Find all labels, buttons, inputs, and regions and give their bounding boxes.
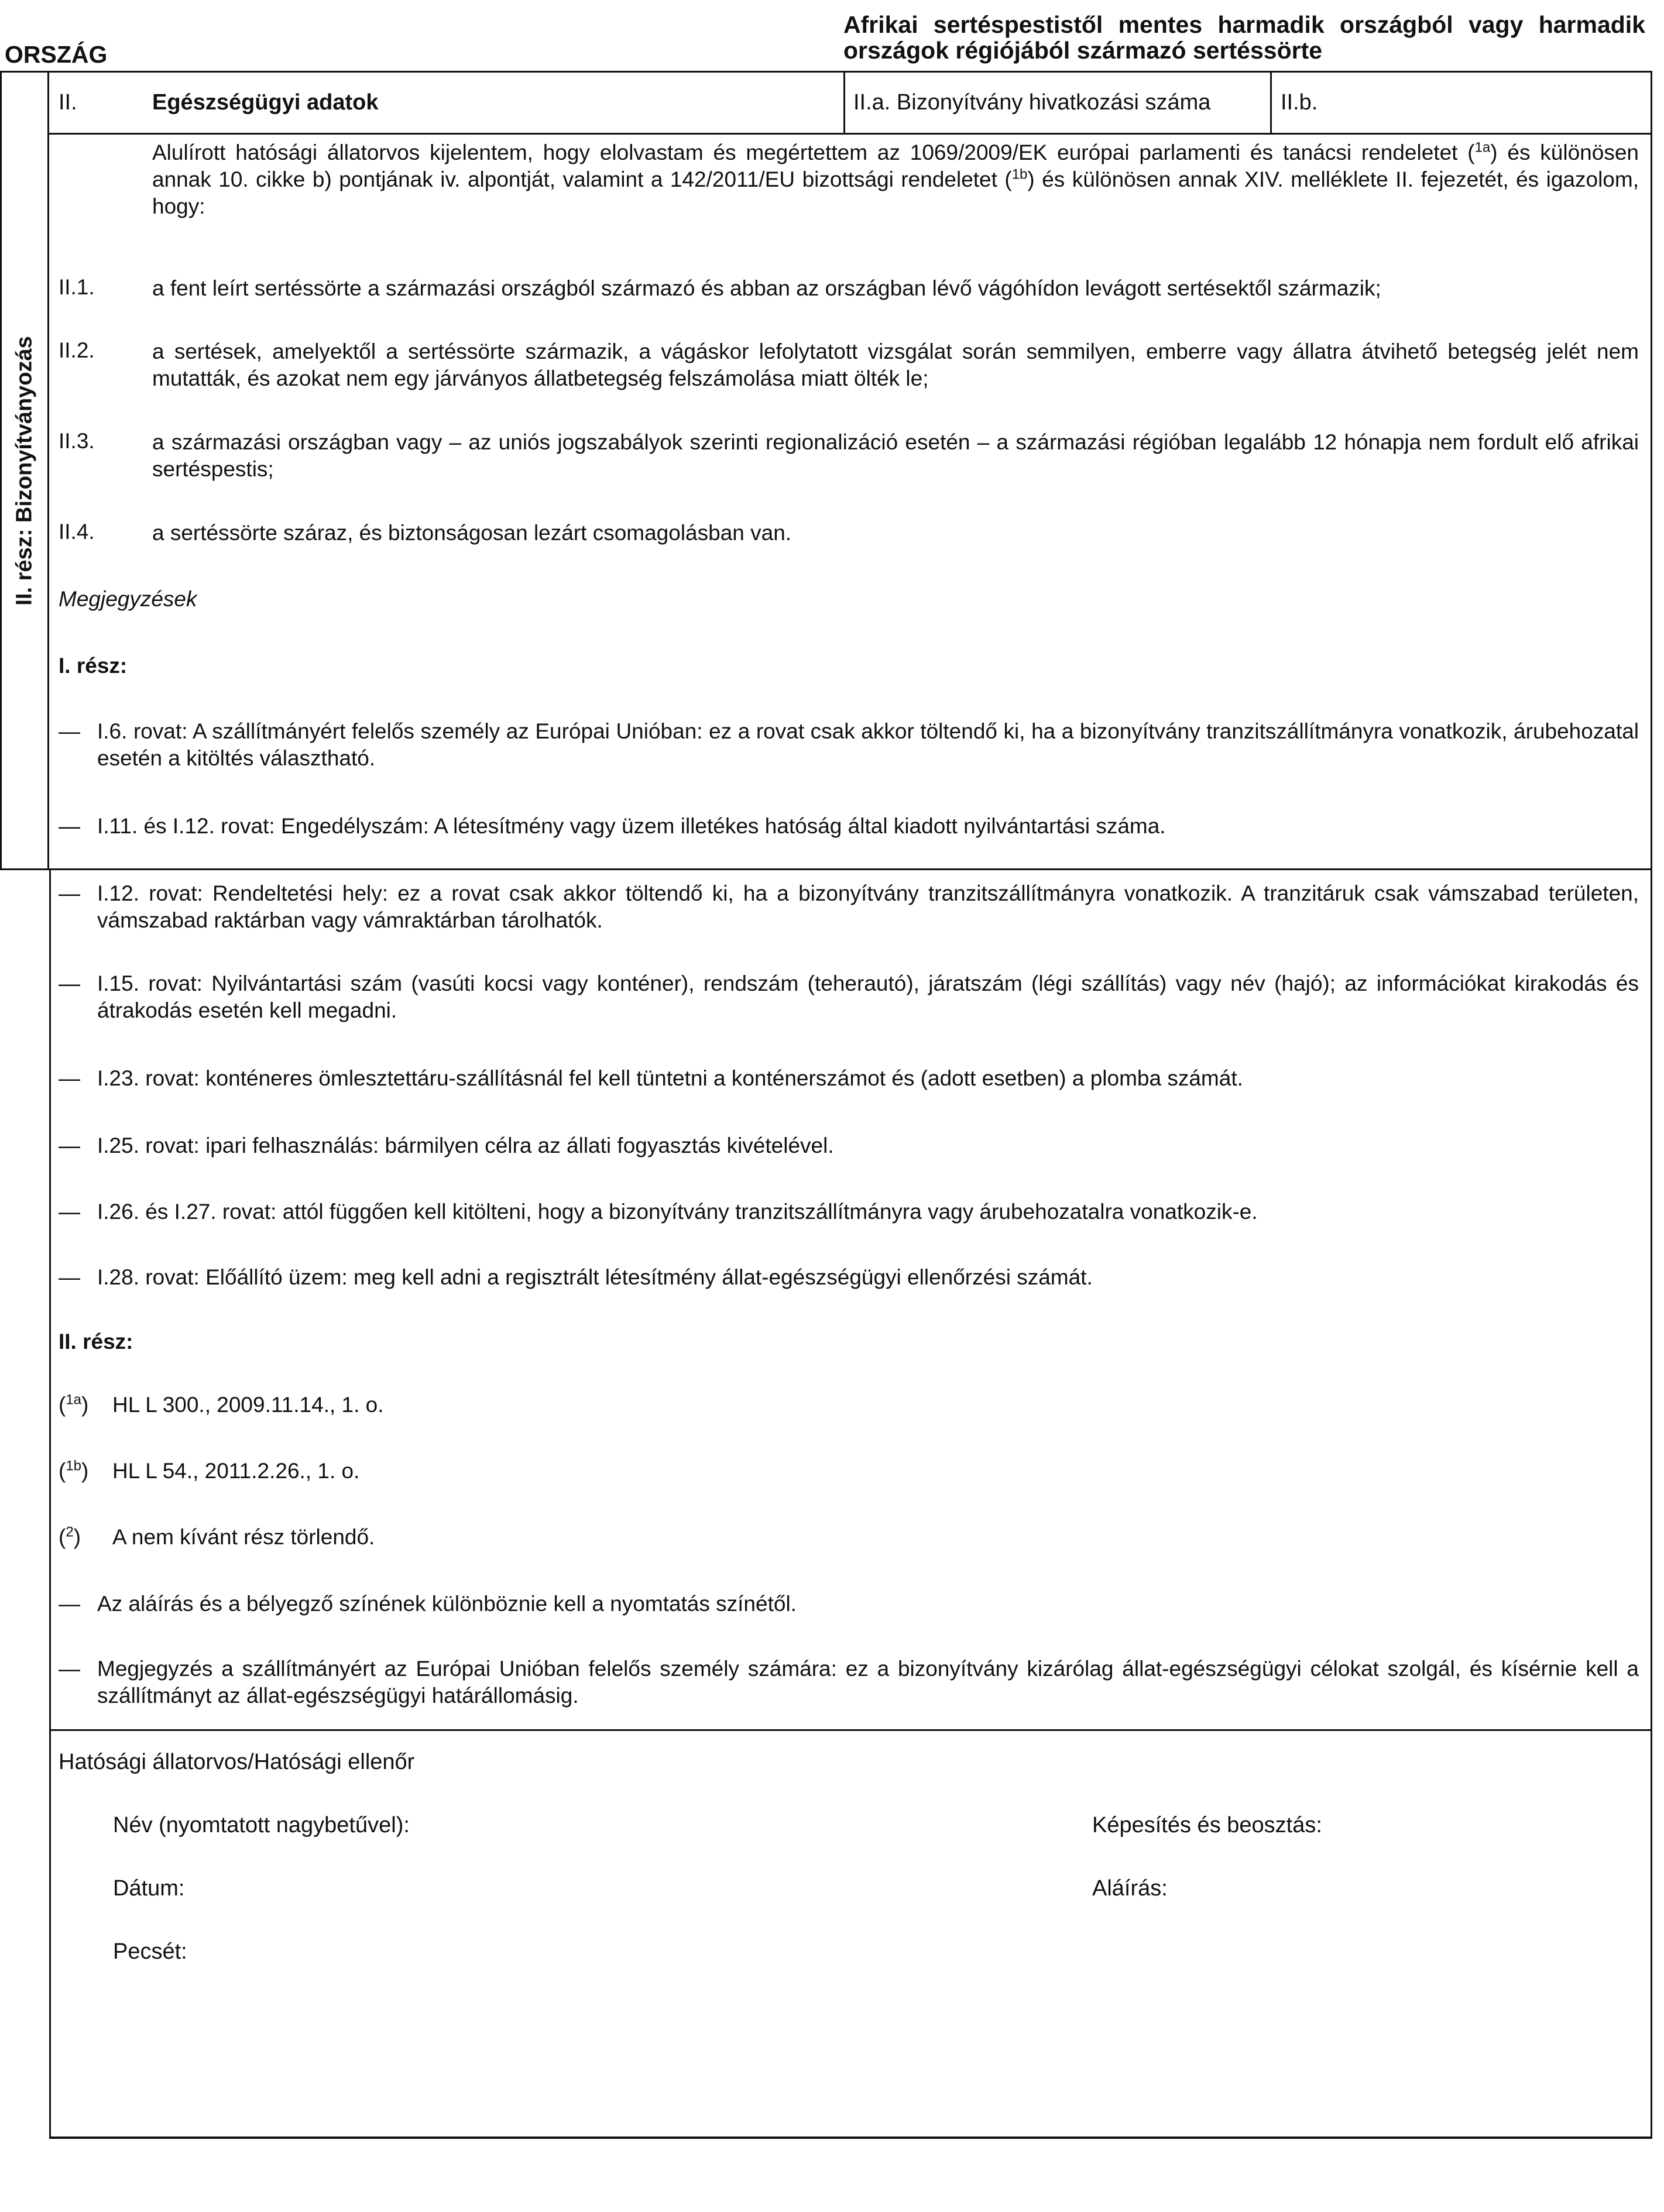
notes-heading: Megjegyzések <box>59 587 197 611</box>
name-label: Név (nyomtatott nagybetűvel): <box>113 1813 410 1837</box>
footnote: ($^2$) A nem kívánt rész törlendő. <box>59 1524 375 1549</box>
footnote: ($^{1a}$) HL L 300., 2009.11.14., 1. o. <box>59 1392 384 1417</box>
certification-intro: Alulírott hatósági állatorvos kijelentem, hogy elolvastam és megértettem az 1069/2009/EK európai parlamenti és tanácsi rendeletet ($^{1a}$) és különösen annak 10. cikke b) pontjának iv. alpontját, valamint a 142/2011/EU bizottsági rendeletet ($^{1b}$) és különösen annak XIV. melléklete II. fejezetét, és igazolom, hogy: <box>152 139 1639 218</box>
section-number: II. <box>59 90 77 115</box>
name-field[interactable] <box>468 1811 995 1838</box>
note-item: — I.25. rovat: ipari felhasználás: bármilyen célra az állati fogyasztás kivételével. <box>59 1134 834 1157</box>
section-title: Egészségügyi adatok <box>152 90 379 115</box>
stamp-label: Pecsét: <box>113 1939 187 1964</box>
note-item: — I.28. rovat: Előállító üzem: meg kell adni a regisztrált létesítmény állat-egészségügyi ellenőrzési számát. <box>59 1265 1093 1289</box>
country-heading: ORSZÁG <box>5 41 108 68</box>
official-veterinarian-heading: Hatósági állatorvos/Hatósági ellenőr <box>59 1750 415 1774</box>
certification-item: a sertéssörte száraz, és biztonságosan lezárt csomagolásban van. <box>152 521 792 545</box>
qualification-label: Képesítés és beosztás: <box>1092 1813 1322 1837</box>
qualification-field[interactable] <box>1358 1811 1639 1838</box>
section-side-label: II. rész: Bizonyítványozás <box>12 335 37 606</box>
date-field[interactable] <box>199 1874 726 1901</box>
header-cell-divider <box>1270 71 1272 135</box>
note-item: — I.11. és I.12. rovat: Engedélyszám: A létesítmény vagy üzem illetékes hatóság által kiadott nyilvántartási száma. <box>59 814 1166 838</box>
item-number: II.4. <box>59 520 95 544</box>
note-item: — I.12. rovat: Rendeltetési hely: ez a rovat csak akkor töltendő ki, ha a bizonyítvány tranzitszállítmányra vonatkozik. A tranzitáruk csak vámszabad területen, vámszabad raktárban vagy vámraktárban tárolhatók. <box>59 881 1639 932</box>
footnote: ($^{1b}$) HL L 54., 2011.2.26., 1. o. <box>59 1458 360 1483</box>
stamp-area[interactable] <box>199 1938 726 2113</box>
part2-heading: II. rész: <box>59 1330 133 1354</box>
certification-item: a származási országban vagy – az uniós jogszabályok szerinti regionalizáció esetén – a származási régióban legalább 12 hónapja nem fordult elő afrikai sertéspestis; <box>152 430 1639 481</box>
item-number: II.3. <box>59 429 95 453</box>
certificate-reference-label: II.a. Bizonyítvány hivatkozási száma <box>853 90 1211 115</box>
item-number: II.2. <box>59 338 95 362</box>
date-label: Dátum: <box>113 1876 185 1901</box>
note-item: — I.26. és I.27. rovat: attól függően kell kitölteni, hogy a bizonyítvány tranzitszállítmányra vagy árubehozatalra vonatkozik-e. <box>59 1200 1258 1224</box>
note-item: — Megjegyzés a szállítmányért az Európai Unióban felelős személy számára: ez a bizonyítvány kizárólag állat-egészségügyi célokat szolgál, és kísérnie kell a szállítmányt az állat-egészségügyi határállomásig. <box>59 1657 1639 1708</box>
signature-field[interactable] <box>1188 1874 1639 1901</box>
reference-b-label: II.b. <box>1281 90 1318 115</box>
note-item: — I.23. rovat: konténeres ömlesztettáru-szállításnál fel kell tüntetni a konténerszámot és (adott esetben) a plomba számát. <box>59 1066 1243 1090</box>
certification-item: a sertések, amelyektől a sertéssörte származik, a vágáskor lefolytatott vizsgálat során semmilyen, emberre vagy állatra átvihető betegség jelét nem mutatták, és azokat nem egy járványos állatbetegség felszámolása miatt ölték le; <box>152 339 1639 390</box>
note-item: — I.6. rovat: A szállítmányért felelős személy az Európai Unióban: ez a rovat csak akkor töltendő ki, ha a bizonyítvány tranzitszállítmányra vonatkozik, árubehozatal esetén a kitöltés választható. <box>59 719 1639 770</box>
certificate-title: Afrikai sertéspestistől mentes harmadik országból vagy harmadik országok régiójából származó sertéssörte <box>843 11 1645 64</box>
signature-label: Aláírás: <box>1092 1876 1168 1901</box>
header-cell-divider <box>843 71 845 135</box>
header-row-divider <box>47 133 1652 135</box>
part1-heading: I. rész: <box>59 654 128 678</box>
certification-item: a fent leírt sertéssörte a származási országból származó és abban az országban lévő vágóhídon levágott sertésektől származik; <box>152 276 1381 300</box>
item-number: II.1. <box>59 275 95 299</box>
note-item: — I.15. rovat: Nyilvántartási szám (vasúti kocsi vagy konténer), rendszám (teherautó), járatszám (légi szállítás) vagy név (hajó); az információkat kirakodás és átrakodás esetén kell megadni. <box>59 971 1639 1022</box>
note-item: — Az aláírás és a bélyegző színének különböznie kell a nyomtatás színétől. <box>59 1592 797 1616</box>
certificate-reference-field[interactable] <box>1288 94 1639 117</box>
